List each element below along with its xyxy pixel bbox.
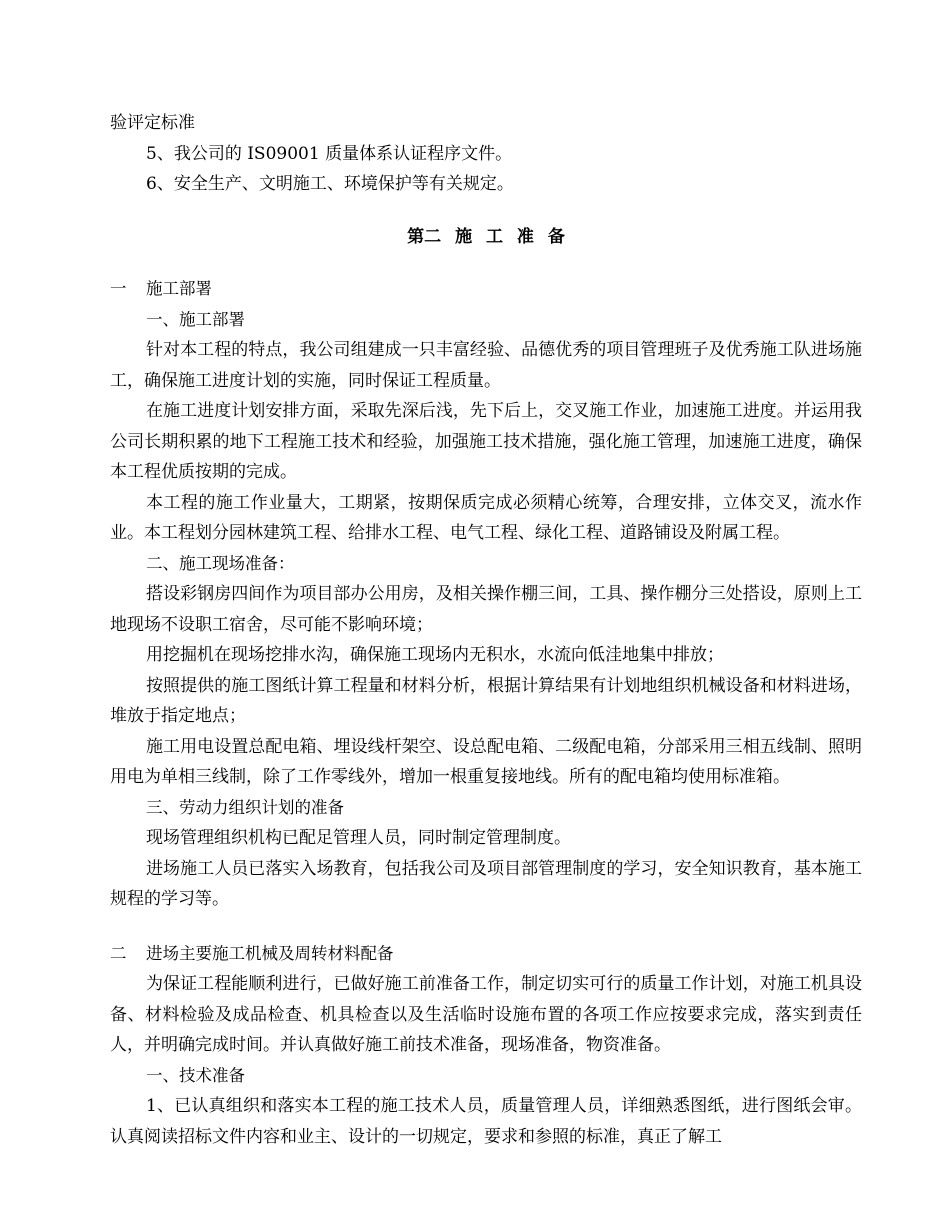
section-number: 二 bbox=[110, 943, 127, 963]
section-title: 施工部署 bbox=[146, 279, 212, 298]
intro-line: 验评定标准 bbox=[110, 113, 195, 133]
subsection-heading: 一、技术准备 bbox=[146, 1065, 245, 1085]
chapter-title: 第二 施 工 准 备 bbox=[407, 226, 565, 247]
document-page bbox=[110, 108, 862, 1152]
subsection-heading: 三、劳动力组织计划的准备 bbox=[146, 797, 344, 817]
section-heading bbox=[110, 274, 862, 305]
subsection-heading: 一、施工部署 bbox=[146, 309, 245, 329]
paragraph: 1、已认真组织和落实本工程的施工技术人员，质量管理人员，详细熟悉图纸，进行图纸会审。认真阅读招标文件内容和业主、设计的一切规定，要求和参照的标准，真正了解工 bbox=[110, 1096, 862, 1147]
section-number: 一 bbox=[110, 279, 127, 298]
paragraph: 施工用电设置总配电箱、埋设线杆架空、设总配电箱、二级配电箱，分部采用三相五线制、照明用电为单相三线制，除了工作零线外，增加一根重复接地线。所有的配电箱均使用标准箱。 bbox=[110, 736, 862, 787]
paragraph: 为保证工程能顺利进行，已做好施工前准备工作，制定切实可行的质量工作计划，对施工机具设备、材料检验及成品检查、机具检查以及生活临时设施布置的各项工作应按要求完成，落实到责任人，并明确完成时间。并认真做好施工前技术准备，现场准备，物资准备。 bbox=[110, 974, 862, 1055]
paragraph: 用挖掘机在现场挖排水沟，确保施工现场内无积水，水流向低洼地集中排放； bbox=[146, 645, 724, 665]
paragraph: 现场管理组织机构已配足管理人员，同时制定管理制度。 bbox=[146, 828, 571, 848]
section-title: 进场主要施工机械及周转材料配备 bbox=[146, 943, 394, 963]
intro-line: 5、我公司的 IS09001 质量体系认证程序文件。 bbox=[146, 143, 513, 164]
paragraph: 本工程的施工作业量大，工期紧，按期保质完成必须精心统筹，合理安排，立体交叉，流水作业。本工程划分园林建筑工程、给排水工程、电气工程、绿化工程、道路铺设及附属工程。 bbox=[110, 492, 862, 543]
section-spacer bbox=[110, 915, 862, 939]
subsection-heading: 二、施工现场准备： bbox=[146, 553, 295, 573]
paragraph: 按照提供的施工图纸计算工程量和材料分析，根据计算结果有计划地组织机械设备和材料进场，堆放于指定地点； bbox=[110, 675, 862, 726]
paragraph: 进场施工人员已落实入场教育，包括我公司及项目部管理制度的学习，安全知识教育，基本施工规程的学习等。 bbox=[110, 858, 862, 909]
paragraph: 在施工进度计划安排方面，采取先深后浅，先下后上，交叉施工作业，加速施工进度。并运用我公司长期积累的地下工程施工技术和经验，加强施工技术措施，强化施工管理，加速施工进度，确保本工程优质按期的完成。 bbox=[110, 401, 862, 482]
section-heading bbox=[110, 939, 862, 970]
intro-line: 6、安全生产、文明施工、环境保护等有关规定。 bbox=[146, 174, 514, 194]
paragraph: 搭设彩钢房四间作为项目部办公用房，及相关操作棚三间，工具、操作棚分三处搭设，原则上工地现场不设职工宿舍，尽可能不影响环境； bbox=[110, 584, 862, 635]
paragraph: 针对本工程的特点，我公司组建成一只丰富经验、品德优秀的项目管理班子及优秀施工队进场施工，确保施工进度计划的实施，同时保证工程质量。 bbox=[110, 340, 862, 391]
